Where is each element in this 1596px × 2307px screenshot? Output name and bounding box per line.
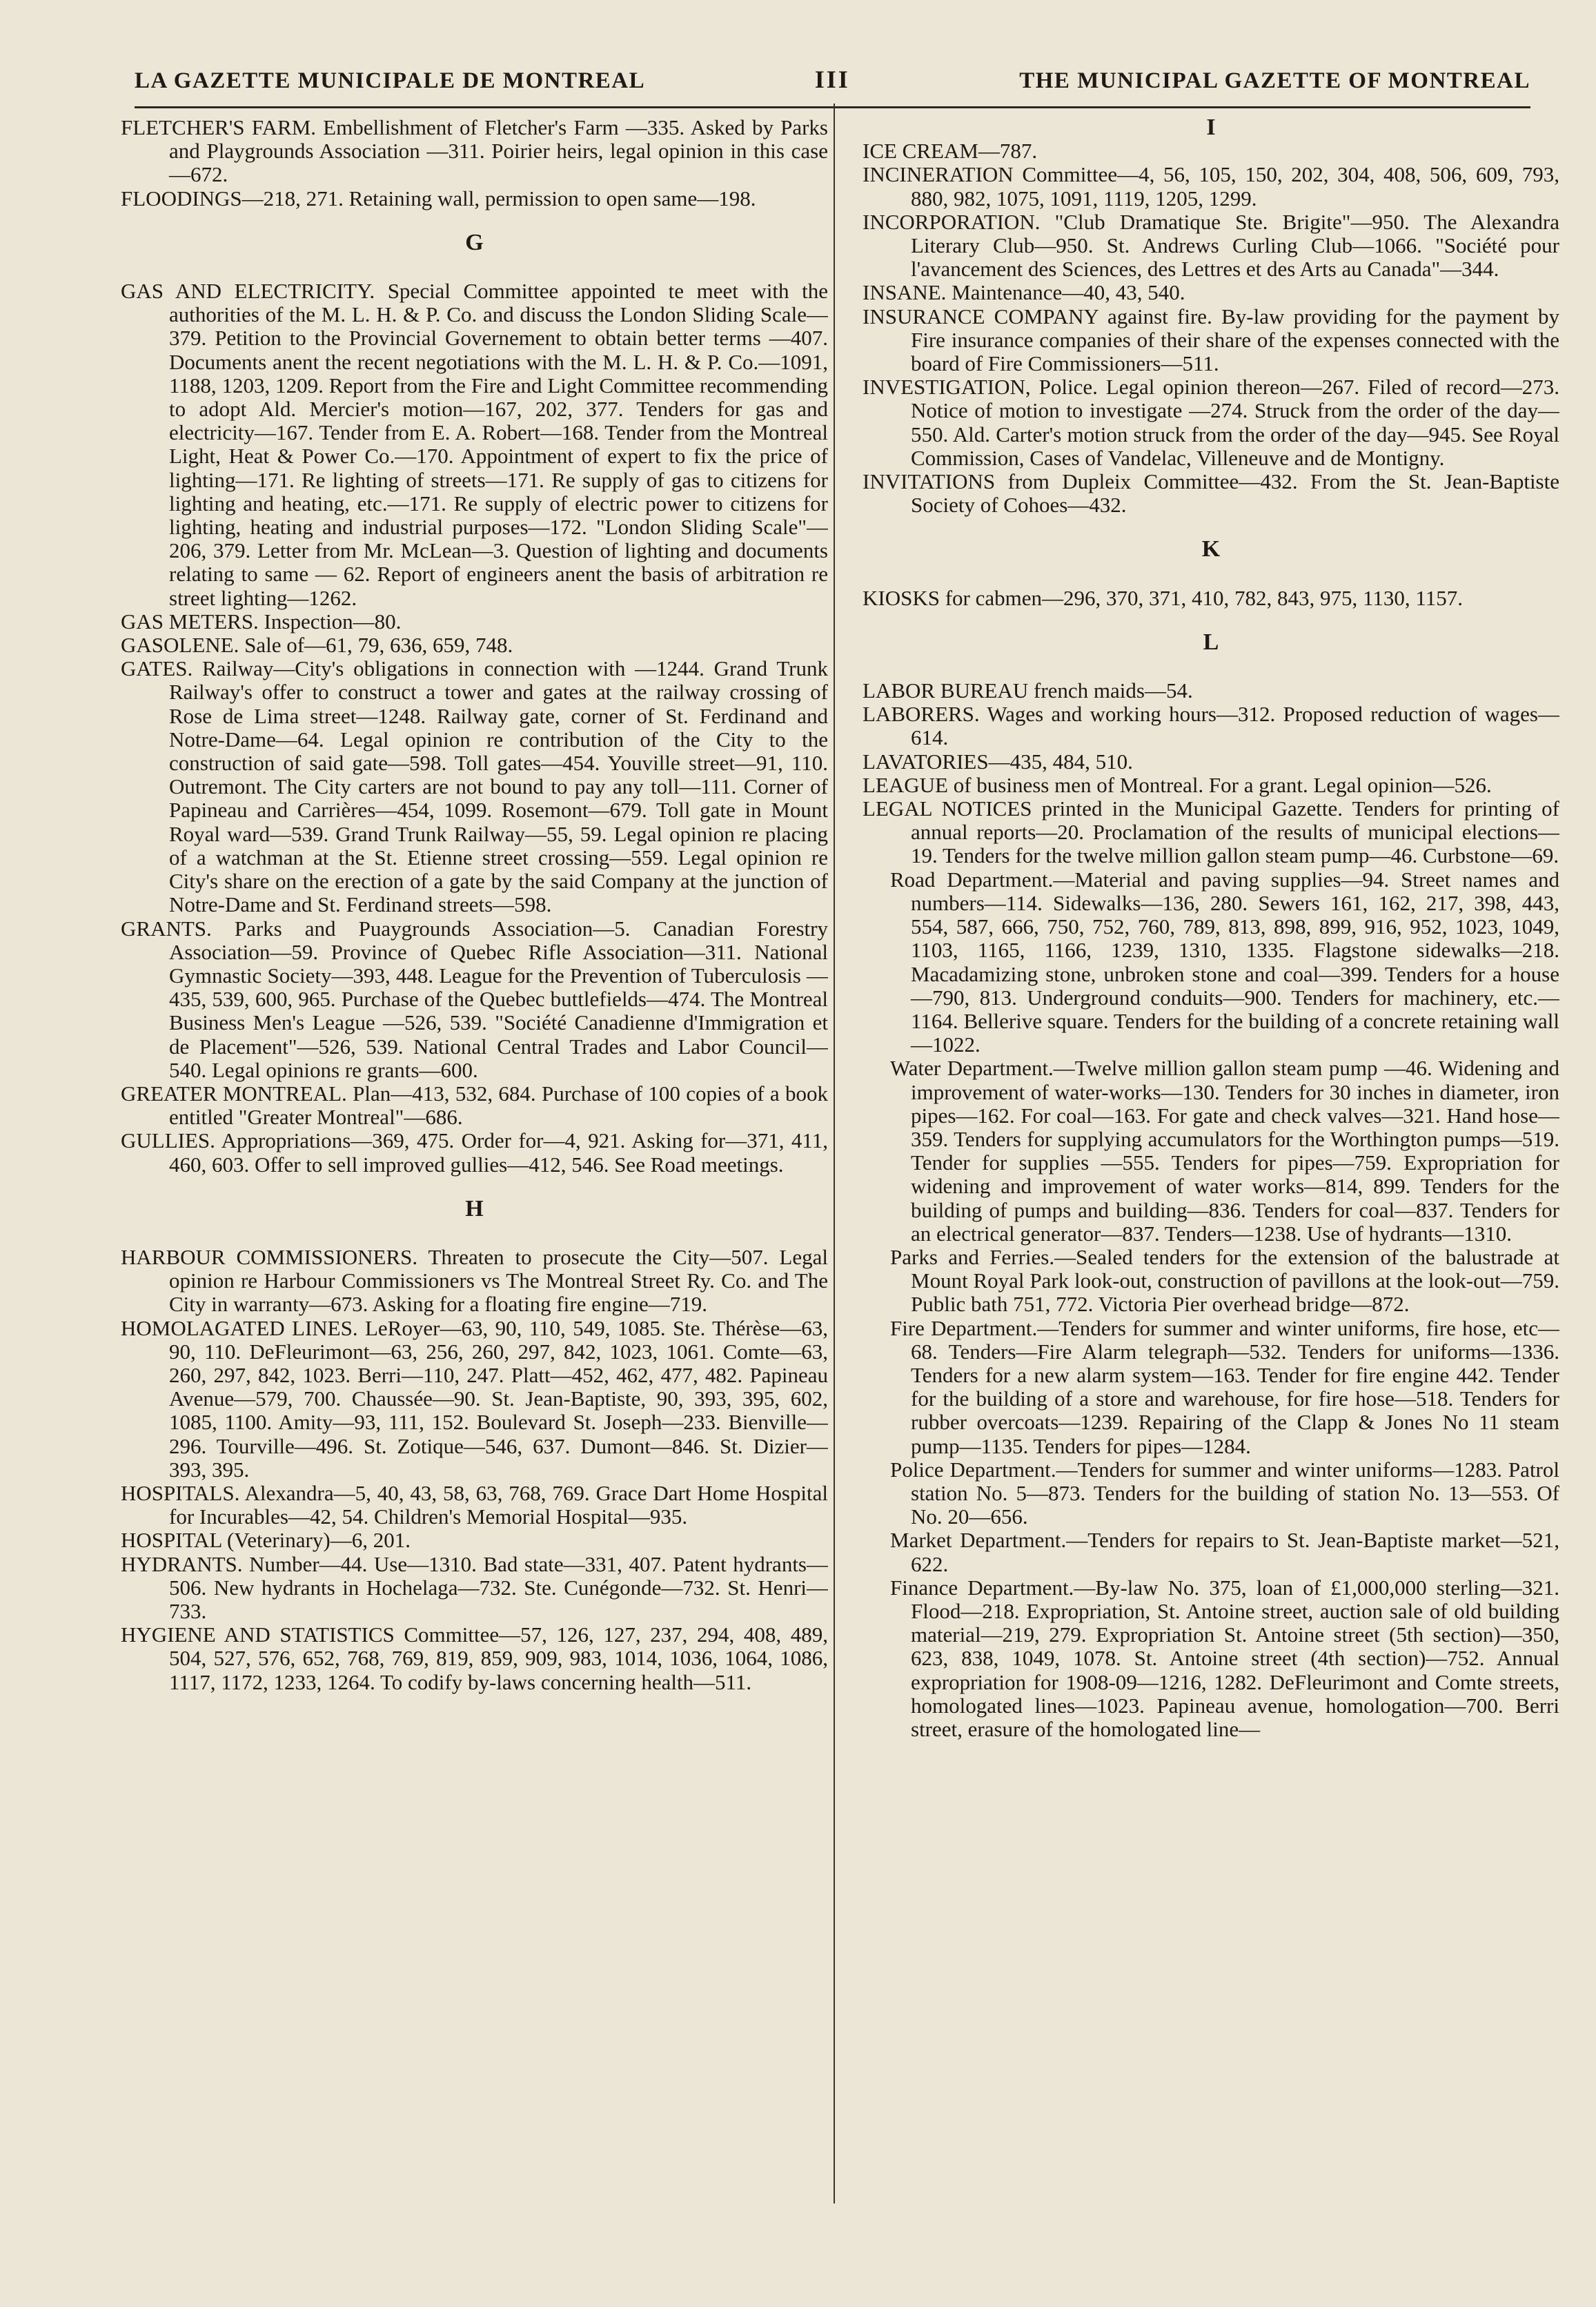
index-entry: HYDRANTS. Number—44. Use—1310. Bad state—331, 407. Patent hydrants—506. New hydrants in Hochelaga—732. Ste. Cunégonde—732. St. Henri—733.: [121, 1551, 828, 1623]
index-entry: GREATER MONTREAL. Plan—413, 532, 684. Purchase of 100 copies of a book entitled "Greater Montreal"—686.: [121, 1081, 828, 1130]
page-number: III: [814, 66, 850, 93]
index-subentry: Parks and Ferries.—Sealed tenders for the extension of the balustrade at Mount Royal Park look-out, construction of pavillons at the look-out—759. Public bath 751, 772. Victoria Pier overhead bridge—872.: [890, 1244, 1559, 1317]
index-entry: LABORERS. Wages and working hours—312. Proposed reduction of wages—614.: [863, 702, 1559, 750]
index-subentry: Road Department.—Material and paving supplies—94. Street names and numbers—114. Sidewalks—136, 280. Sewers 161, 162, 217, 398, 443, 554, 587, 666, 750, 752, 760, 789, 813, 898, 899, 916, 952, 1023, 1049, 1103, 1165, 1166, 1239, 1310, 1335. Flagstone sidewalks—218. Macadamizing stone, unbroken stone and coal—399. Tenders for a house—790, 813. Underground conduits—900. Tenders for machinery, etc.—1164. Bellerive square. Tenders for the building of a concrete retaining wall—1022.: [890, 867, 1559, 1057]
index-entry: INVITATIONS from Dupleix Committee—432. From the St. Jean-Baptiste Society of Cohoes—432.: [863, 469, 1559, 518]
index-subentry: Finance Department.—By-law No. 375, loan of £1,000,000 sterling—321. Flood—218. Expropriation, St. Antoine street, auction sale of old building material—219, 279. Expropriation St. Antoine street (5th section)—350, 623, 838, 1049, 1078. St. Antoine street (4th section)—752. Annual expropriation for 1908-09—1216, 1282. DeFleurimont and Comte streets, homologated lines—1023. Papineau avenue, homologation—700. Berri street, erasure of the homologated line—: [890, 1575, 1559, 1741]
section-letter-i: I: [1206, 116, 1216, 140]
header-english-title: THE MUNICIPAL GAZETTE OF MONTREAL: [1019, 68, 1530, 93]
index-entry: FLETCHER'S FARM. Embellishment of Fletcher's Farm —335. Asked by Parks and Playgrounds Association —311. Poirier heirs, legal opinion in this case—672.: [121, 116, 828, 187]
index-entry: GASOLENE. Sale of—61, 79, 636, 659, 748.: [121, 633, 513, 658]
index-entry: HYGIENE AND STATISTICS Committee—57, 126, 127, 237, 294, 408, 489, 504, 527, 576, 652, 768, 769, 819, 859, 909, 983, 1014, 1036, 1064, 1086, 1117, 1172, 1233, 1264. To codify by-laws concerning health—511.: [121, 1622, 828, 1694]
index-entry: GRANTS. Parks and Puaygrounds Association—5. Canadian Forestry Association—59. Province of Quebec Rifle Association—311. National Gymnastic Society—393, 448. League for the Prevention of Tuberculosis —435, 539, 600, 965. Purchase of the Quebec buttlefields—474. The Montreal Business Men's League —526, 539. "Société Canadienne d'Immigration et de Placement"—526, 539. National Central Trades and Labor Council—540. Legal opinions re grants—600.: [121, 916, 828, 1082]
index-subentry: Market Department.—Tenders for repairs to St. Jean-Baptiste market—521, 622.: [890, 1528, 1559, 1576]
index-entry: KIOSKS for cabmen—296, 370, 371, 410, 782, 843, 975, 1130, 1157.: [863, 585, 1463, 610]
index-entry: HARBOUR COMMISSIONERS. Threaten to prosecute the City—507. Legal opinion re Harbour Commissioners vs The Montreal Street Ry. Co. and The City in warranty—673. Asking for a floating fire engine—719.: [121, 1244, 828, 1317]
index-entry: GAS AND ELECTRICITY. Special Committee appointed te meet with the authorities of the M. L. H. & P. Co. and discuss the London Sliding Scale—379. Petition to the Provincial Governement to obtain better terms —407. Documents anent the recent negotiations with the M. L. H. & P. Co.—1091, 1188, 1203, 1209. Report from the Fire and Light Committee recommending to adopt Ald. Mercier's motion—167, 202, 377. Tenders for gas and electricity—167. Tender from E. A. Robert—168. Tender from the Montreal Light, Heat & Power Co.—170. Appointment of expert to fix the price of lighting—171. Re lighting of streets—171. Re supply of gas to citizens for lighting and heating, etc.—171. Re supply of electric power to citizens for lighting, heating and industrial purposes—172. "London Sliding Scale"—206, 379. Letter from Mr. McLean—3. Question of lighting and documents relating to same — 62. Report of engineers anent the basis of arbitration re street lighting—1262.: [121, 279, 828, 610]
index-entry: INSANE. Maintenance—40, 43, 540.: [863, 280, 1185, 305]
header-french-title: LA GAZETTE MUNICIPALE DE MONTREAL: [135, 68, 646, 93]
index-subentry: Fire Department.—Tenders for summer and winter uniforms, fire hose, etc—68. Tenders—Fire Alarm telegraph—532. Tenders for uniforms—1336. Tenders for a new alarm system—163. Tender for fire engine 442. Tender for the building of a store and warehouse, for fire hose—518. Tenders for rubber overcoats—1239. Repairing of the Clapp & Jones No 11 steam pump—1135. Tenders for pipes—1284.: [890, 1315, 1559, 1458]
index-entry: GATES. Railway—City's obligations in connection with —1244. Grand Trunk Railway's offer to construct a tower and gates at the railway crossing of Rose de Lima street—1248. Railway gate, corner of St. Ferdinand and Notre-Dame—64. Legal opinion re contribution of the City to the construction of said gate—598. Toll gates—454. Youville street—91, 110. Outremont. The City carters are not bound to pay any toll—111. Corner of Papineau and Carrières—454, 1099. Rosemont—679. Toll gate in Mount Royal ward—539. Grand Trunk Railway—55, 59. Legal opinion re placing of a watchman at the St. Etienne street crossing—559. Legal opinion re City's share on the erection of a gate by the said Company at the junction of Notre-Dame and St. Ferdinand streets—598.: [121, 656, 828, 917]
index-entry: LAVATORIES—435, 484, 510.: [863, 749, 1133, 774]
index-entry: HOMOLAGATED LINES. LeRoyer—63, 90, 110, 549, 1085. Ste. Thérèse—63, 90, 110. DeFleurimont—63, 256, 260, 297, 842, 1023, 1061. Comte—63, 260, 297, 842, 1023. Berri—110, 247. Platt—452, 462, 477, 482. Papineau Avenue—579, 700. Chaussée—90. St. Jean-Baptiste, 90, 393, 395, 602, 1085, 1100. Amity—93, 111, 152. Boulevard St. Joseph—233. Bienville—296. Tourville—496. St. Zotique—546, 637. Dumont—846. St. Dizier—393, 395.: [121, 1315, 828, 1482]
index-entry: LEAGUE of business men of Montreal. For a grant. Legal opinion—526.: [863, 772, 1492, 797]
left-column: [121, 116, 828, 2276]
section-letter-g: G: [465, 229, 484, 255]
page-header: [135, 43, 1530, 108]
index-entry: GAS METERS. Inspection—80.: [121, 609, 402, 634]
index-entry: INCINERATION Committee—4, 56, 105, 150, 202, 304, 408, 506, 609, 793, 880, 982, 1075, 1091, 1119, 1205, 1299.: [863, 162, 1559, 210]
index-entry: ICE CREAM—787.: [863, 139, 1038, 164]
index-entry: INCORPORATION. "Club Dramatique Ste. Brigite"—950. The Alexandra Literary Club—950. St. Andrews Curling Club—1066. "Société pour l'avancement des Sciences, des Lettres et des Arts au Canada"—344.: [863, 209, 1559, 282]
index-entry: FLOODINGS—218, 271. Retaining wall, permission to open same—198.: [121, 186, 756, 210]
index-entry: LABOR BUREAU french maids—54.: [863, 678, 1193, 703]
index-entry: GULLIES. Appropriations—369, 475. Order for—4, 921. Asking for—371, 411, 460, 603. Offer to sell improved gullies—412, 546. See Road meetings.: [121, 1128, 828, 1177]
index-entry: HOSPITAL (Veterinary)—6, 201.: [121, 1528, 411, 1553]
section-letter-h: H: [465, 1195, 484, 1221]
column-divider: [834, 104, 835, 2203]
section-letter-k: K: [1201, 536, 1221, 562]
index-subentry: Police Department.—Tenders for summer and winter uniforms—1283. Patrol station No. 5—873. Tenders for the building of station No. 13—553. Of No. 20—656.: [890, 1457, 1559, 1529]
index-entry: LEGAL NOTICES printed in the Municipal Gazette. Tenders for printing of annual reports—20. Proclamation of the results of municipal elections—19. Tenders for the twelve million gallon steam pump—46. Curbstone—69.: [863, 796, 1559, 868]
index-entry: INSURANCE COMPANY against fire. By-law providing for the payment by Fire insurance companies of their share of the expenses connected with the board of Fire Commissioners—511.: [863, 304, 1559, 376]
right-column: [863, 116, 1559, 2276]
index-subentry: Water Department.—Twelve million gallon steam pump —46. Widening and improvement of water-works—130. Tenders for 30 inches in diameter, iron pipes—162. For coal—163. For gate and check valves—321. Hand hose—359. Tenders for supplying accumulators for the Worthington pumps—519. Tender for supplies —555. Tenders for pipes—759. Expropriation for widening and improvement of water works—814, 899. Tenders for the building of pumps and building—836. Tenders for coal—837. Tenders for an electrical generator—837. Tenders—1238. Use of hydrants—1310.: [890, 1056, 1559, 1246]
section-letter-l: L: [1203, 629, 1219, 655]
index-entry: HOSPITALS. Alexandra—5, 40, 43, 58, 63, 768, 769. Grace Dart Home Hospital for Incurables—42, 54. Children's Memorial Hospital—935.: [121, 1480, 828, 1529]
index-entry: INVESTIGATION, Police. Legal opinion thereon—267. Filed of record—273. Notice of motion to investigate —274. Struck from the order of the day—550. Ald. Carter's motion struck from the order of the day—945. See Royal Commission, Cases of Vandelac, Villeneuve and de Montigny.: [863, 375, 1559, 470]
